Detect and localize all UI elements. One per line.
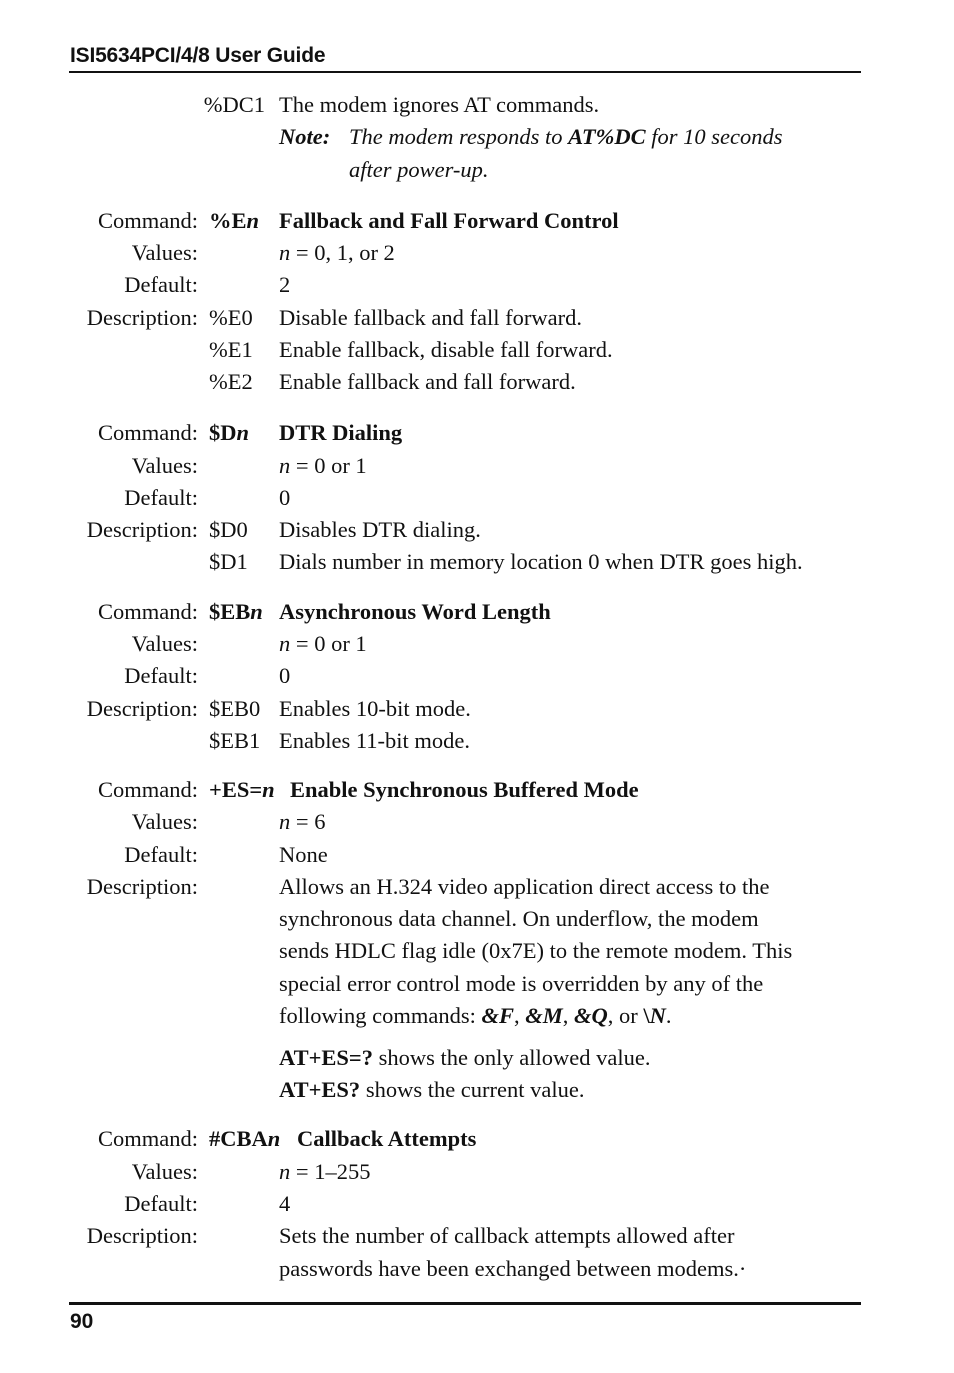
desc-text: following commands: (279, 1003, 482, 1028)
dc1-row (0, 89, 954, 122)
cmd-d-command-row (0, 417, 954, 450)
cmd-d-default-row (0, 482, 954, 515)
cmd-e-values-row (0, 237, 954, 270)
description-label: Description: (86, 517, 198, 542)
description-label: Description: (86, 305, 198, 330)
note-text-post: for 10 seconds (645, 124, 783, 149)
cmd-d-default: 0 (279, 485, 291, 510)
option-text: Dials number in memory location 0 when DTR goes high. (279, 549, 803, 574)
cmd-e-option-row (0, 302, 954, 335)
cmd-cba-default-row (0, 1188, 954, 1221)
page-number: 90 (70, 1310, 94, 1333)
command-label: Command: (98, 420, 198, 445)
option-text: Enables 11-bit mode. (279, 728, 470, 753)
cmd-es-values-var: n (279, 809, 291, 834)
desc-separator: , or (607, 1003, 644, 1028)
cmd-d-values-text: = 0 or 1 (290, 453, 367, 478)
cmd-es-desc-last (279, 1000, 672, 1033)
cmd-es-desc-line: synchronous data channel. On underflow, the modem (279, 906, 759, 931)
cmd-cba-values-text: = 1–255 (290, 1159, 371, 1184)
default-label: Default: (124, 1191, 198, 1216)
cmd-es-desc-line: sends HDLC flag idle (0x7E) to the remote modem. This (279, 938, 793, 963)
cmd-d-title: DTR Dialing (279, 420, 403, 445)
cmd-cba-code-base: #CBA (209, 1126, 268, 1151)
cmd-eb-default: 0 (279, 663, 291, 688)
cmd-d-code-var: n (236, 420, 250, 445)
command-label: Command: (98, 777, 198, 802)
cmd-e-code-var: n (246, 208, 260, 233)
cmd-eb-values-text: = 0 or 1 (290, 631, 367, 656)
cmd-e-code-base: %E (209, 208, 247, 233)
cmd-es-query1 (279, 1042, 650, 1075)
cmd-eb-option-row (0, 725, 954, 758)
desc-command: &M (525, 1003, 563, 1028)
cmd-d-values-var: n (279, 453, 291, 478)
note-command: AT%DC (568, 124, 646, 149)
description-label: Description: (86, 696, 198, 721)
values-label: Values: (131, 809, 198, 834)
cmd-d-code-base: $D (209, 420, 237, 445)
option-code: %E1 (209, 337, 253, 362)
option-code: %E0 (209, 305, 253, 330)
footer-rule (69, 1302, 861, 1305)
cmd-d-code (209, 417, 249, 450)
option-code: %E2 (209, 369, 253, 394)
desc-command: N (649, 1003, 666, 1028)
cmd-e-option-row (0, 334, 954, 367)
cmd-e-values-text: = 0, 1, or 2 (290, 240, 395, 265)
option-code: $EB0 (209, 696, 261, 721)
cmd-es-values (279, 806, 325, 839)
cmd-es-title: Enable Synchronous Buffered Mode (290, 777, 639, 802)
cmd-es-desc-row (0, 935, 954, 968)
cmd-es-code (209, 774, 275, 807)
cmd-cba-values (279, 1156, 370, 1189)
cmd-eb-values (279, 628, 367, 661)
cmd-cba-default: 4 (279, 1191, 291, 1216)
default-label: Default: (124, 272, 198, 297)
cmd-es-code-base: +ES= (209, 777, 263, 802)
cmd-eb-code-var: n (250, 599, 263, 624)
values-label: Values: (131, 240, 198, 265)
header-rule (69, 71, 861, 73)
description-label: Description: (86, 874, 198, 899)
cmd-e-title: Fallback and Fall Forward Control (279, 208, 619, 233)
cmd-cba-title: Callback Attempts (297, 1126, 477, 1151)
default-label: Default: (124, 663, 198, 688)
cmd-d-option-row (0, 514, 954, 547)
cmd-es-desc-row (0, 871, 954, 904)
command-label: Command: (98, 1126, 198, 1151)
option-text: Enable fallback, disable fall forward. (279, 337, 613, 362)
cmd-cba-desc-row (0, 1220, 954, 1253)
cmd-e-values-var: n (279, 240, 291, 265)
desc-command-backslash: \ (643, 1003, 650, 1028)
option-text: Disable fallback and fall forward. (279, 305, 582, 330)
cmd-d-option-row (0, 546, 954, 579)
cmd-eb-option-row (0, 693, 954, 726)
command-label: Command: (98, 599, 198, 624)
query-command: AT+ES? (279, 1077, 361, 1102)
note-text-pre: The modem responds to (349, 124, 569, 149)
query-text: shows the only allowed value. (373, 1045, 651, 1070)
option-text: Enable fallback and fall forward. (279, 369, 576, 394)
cmd-eb-values-row (0, 628, 954, 661)
desc-command: &Q (574, 1003, 608, 1028)
cmd-cba-code (209, 1123, 280, 1156)
cmd-es-query-row (0, 1074, 954, 1107)
running-header: ISI5634PCI/4/8 User Guide (70, 44, 326, 67)
values-label: Values: (131, 1159, 198, 1184)
values-label: Values: (131, 453, 198, 478)
cmd-es-default-row (0, 839, 954, 872)
note-text (349, 121, 783, 154)
cmd-d-values-row (0, 450, 954, 483)
cmd-e-command-row (0, 205, 954, 238)
option-text: Enables 10-bit mode. (279, 696, 471, 721)
description-label: Description: (86, 1223, 198, 1248)
cmd-es-command-row (0, 774, 954, 807)
cmd-e-default: 2 (279, 272, 291, 297)
cmd-es-values-text: = 6 (290, 809, 326, 834)
cmd-eb-title: Asynchronous Word Length (279, 599, 551, 624)
query-command: AT+ES=? (279, 1045, 373, 1070)
cmd-es-query-row (0, 1042, 954, 1075)
cmd-cba-desc-line: passwords have been exchanged between modems.· (279, 1256, 747, 1281)
cmd-es-desc-line: special error control mode is overridden by any of the (279, 971, 764, 996)
note-row-2 (0, 154, 954, 187)
cmd-es-code-var: n (262, 777, 275, 802)
desc-period: . (665, 1003, 672, 1028)
cmd-e-option-row (0, 366, 954, 399)
cmd-eb-values-var: n (279, 631, 291, 656)
cmd-es-desc-row (0, 903, 954, 936)
cmd-e-values (279, 237, 395, 270)
cmd-es-default: None (279, 842, 328, 867)
option-code: $EB1 (209, 728, 261, 753)
cmd-eb-code (209, 596, 263, 629)
cmd-es-desc-line: Allows an H.324 video application direct access to the (279, 874, 770, 899)
cmd-cba-desc-row (0, 1253, 954, 1286)
cmd-e-code (209, 205, 259, 238)
default-label: Default: (124, 842, 198, 867)
option-code: $D1 (209, 549, 248, 574)
cmd-es-desc-row (0, 968, 954, 1001)
query-text: shows the current value. (360, 1077, 585, 1102)
cmd-cba-command-row (0, 1123, 954, 1156)
cmd-cba-values-row (0, 1156, 954, 1189)
desc-separator: , (562, 1003, 575, 1028)
note-row (0, 121, 954, 154)
dc1-code: %DC1 (203, 92, 265, 117)
default-label: Default: (124, 485, 198, 510)
cmd-cba-values-var: n (279, 1159, 291, 1184)
desc-command: &F (481, 1003, 514, 1028)
dc1-text: The modem ignores AT commands. (279, 92, 600, 117)
cmd-e-default-row (0, 269, 954, 302)
cmd-es-query2 (279, 1074, 585, 1107)
command-label: Command: (98, 208, 198, 233)
note-label: Note: (279, 124, 331, 149)
cmd-cba-code-var: n (267, 1126, 281, 1151)
values-label: Values: (131, 631, 198, 656)
note-text-line2: after power-up. (349, 157, 489, 182)
cmd-eb-code-base: $EB (209, 599, 251, 624)
cmd-eb-command-row (0, 596, 954, 629)
cmd-eb-default-row (0, 660, 954, 693)
option-code: $D0 (209, 517, 248, 542)
cmd-cba-desc-line: Sets the number of callback attempts allowed after (279, 1223, 735, 1248)
desc-separator: , (514, 1003, 526, 1028)
cmd-es-desc-row (0, 1000, 954, 1033)
option-text: Disables DTR dialing. (279, 517, 481, 542)
cmd-es-values-row (0, 806, 954, 839)
cmd-d-values (279, 450, 367, 483)
